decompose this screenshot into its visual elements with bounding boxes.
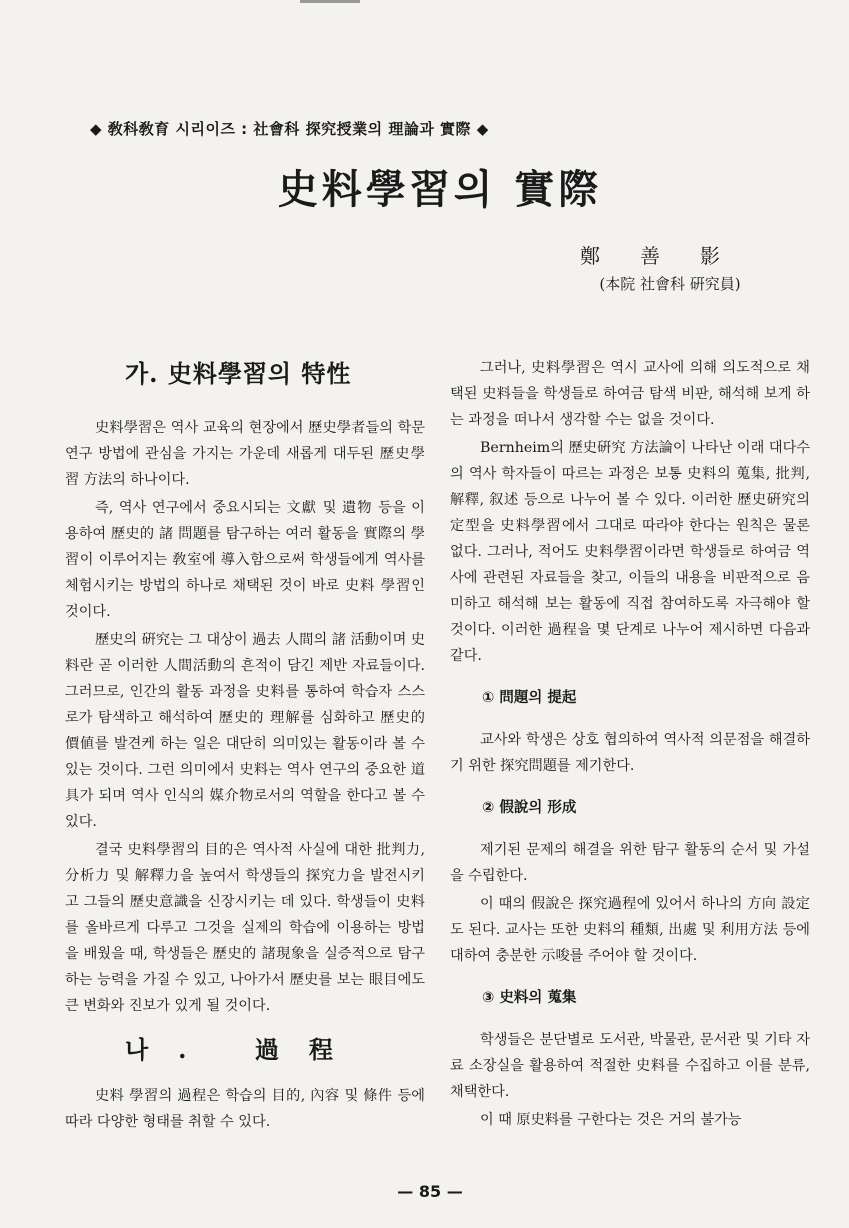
author-affiliation: (本院 社會科 硏究員) (599, 275, 741, 293)
series-banner: ◆ 敎科敎育 시리이즈 : 社會科 探究授業의 理論과 實際 ◆ (90, 120, 489, 138)
paragraph: 제기된 문제의 해결을 위한 탐구 활동의 순서 및 가설을 수립한다. (450, 842, 810, 884)
page-number: — 85 — (397, 1182, 463, 1201)
step-heading-1: ① 問題의 提起 (482, 690, 577, 706)
paragraph: 歷史의 硏究는 그 대상이 過去 人間의 諸 活動이며 史料란 곧 이러한 人間活動의 흔적이 담긴 제반 자료들이다. 그러므로, 인간의 활동 과정을 史料를 통하여 학습자 스스로가 탐색하고 해석하여 歷史的 理解를 심화하고 歷史的 價値를 발견케 하는 일은 대단히 의미있는 활동이라 볼 수 있는 것이다. 그런 의미에서 史料는 역사 연구의 중요한 道具가 되며 역사 인식의 媒介物로서의 역할을 한다고 볼 수 있다. (65, 632, 425, 830)
scan-mark (300, 0, 360, 3)
paragraph: 결국 史料學習의 目的은 역사적 사실에 대한 批判力, 分析力 및 解釋力을 높여서 학생들의 探究力을 발전시키고 그들의 歷史意識을 신장시키는 데 있다. 학생들이 史料를 올바르게 다루고 그것을 실제의 학습에 이용하는 방법을 배웠을 때, 학생들은 歷史的 諸現象을 실증적으로 탐구하는 능력을 가질 수 있고, 나아가서 歷史를 보는 眼目에도 큰 변화와 진보가 있게 될 것이다. (65, 842, 425, 1014)
paragraph: 교사와 학생은 상호 협의하여 역사적 의문점을 해결하기 위한 探究問題를 제기한다. (450, 732, 810, 774)
section-heading-na: 나. 過程 (125, 1035, 363, 1064)
paragraph: 즉, 역사 연구에서 중요시되는 文獻 및 遺物 등을 이용하여 歷史的 諸 問題를 탐구하는 여러 활동을 實際의 學習이 이루어지는 敎室에 導入함으로써 학생들에게 역사를 체험시키는 방법의 하나로 채택된 것이 바로 史料 學習인 것이다. (65, 500, 425, 620)
section-heading-ga: 가. 史料學習의 特性 (125, 359, 352, 388)
step-heading-2: ② 假說의 形成 (482, 800, 577, 816)
paragraph: 그러나, 史料學習은 역시 교사에 의해 의도적으로 채택된 史料들을 학생들로 하여금 탐색 비판, 해석해 보게 하는 과정을 떠나서 생각할 수는 없을 것이다. (450, 360, 810, 428)
author-name: 鄭善影 (580, 244, 760, 268)
paragraph: 史料 學習의 過程은 학습의 目的, 內容 및 條件 등에 따라 다양한 형태를 취할 수 있다. (65, 1088, 425, 1130)
paragraph: 학생들은 분단별로 도서관, 박물관, 문서관 및 기타 자료 소장실을 활용하여 적절한 史料를 수집하고 이를 분류, 채택한다. (450, 1032, 810, 1100)
step-heading-3: ③ 史料의 蒐集 (482, 990, 577, 1006)
left-column (65, 355, 425, 1137)
article-title: 史料學習의 實際 (277, 166, 603, 213)
paragraph: 史料學習은 역사 교육의 현장에서 歷史學者들의 학문 연구 방법에 관심을 가지는 가운데 새롭게 대두된 歷史學習 方法의 하나이다. (65, 420, 425, 488)
paragraph: 이 때 原史料를 구한다는 것은 거의 불가능 (480, 1112, 742, 1128)
right-column (450, 355, 810, 1135)
paragraph: 이 때의 假說은 探究過程에 있어서 하나의 方向 設定도 된다. 교사는 또한 史料의 種類, 出處 및 利用方法 등에 대하여 충분한 示唆를 주어야 할 것이다. (450, 896, 810, 964)
paragraph: Bernheim의 歷史硏究 方法論이 나타난 이래 대다수의 역사 학자들이 따르는 과정은 보통 史料의 蒐集, 批判, 解釋, 叙述 등으로 나누어 볼 수 있다. 이러한 歷史硏究의 定型을 史料學習에서 그대로 따라야 한다는 원칙은 물론 없다. 그러나, 적어도 史料學習이라면 학생들로 하여금 역사에 관련된 자료들을 찾고, 이들의 내용을 비판적으로 음미하고 해석해 보는 활동에 직접 참여하도록 자극해야 할 것이다. 이러한 過程을 몇 단계로 나누어 제시하면 다음과 같다. (450, 440, 810, 664)
